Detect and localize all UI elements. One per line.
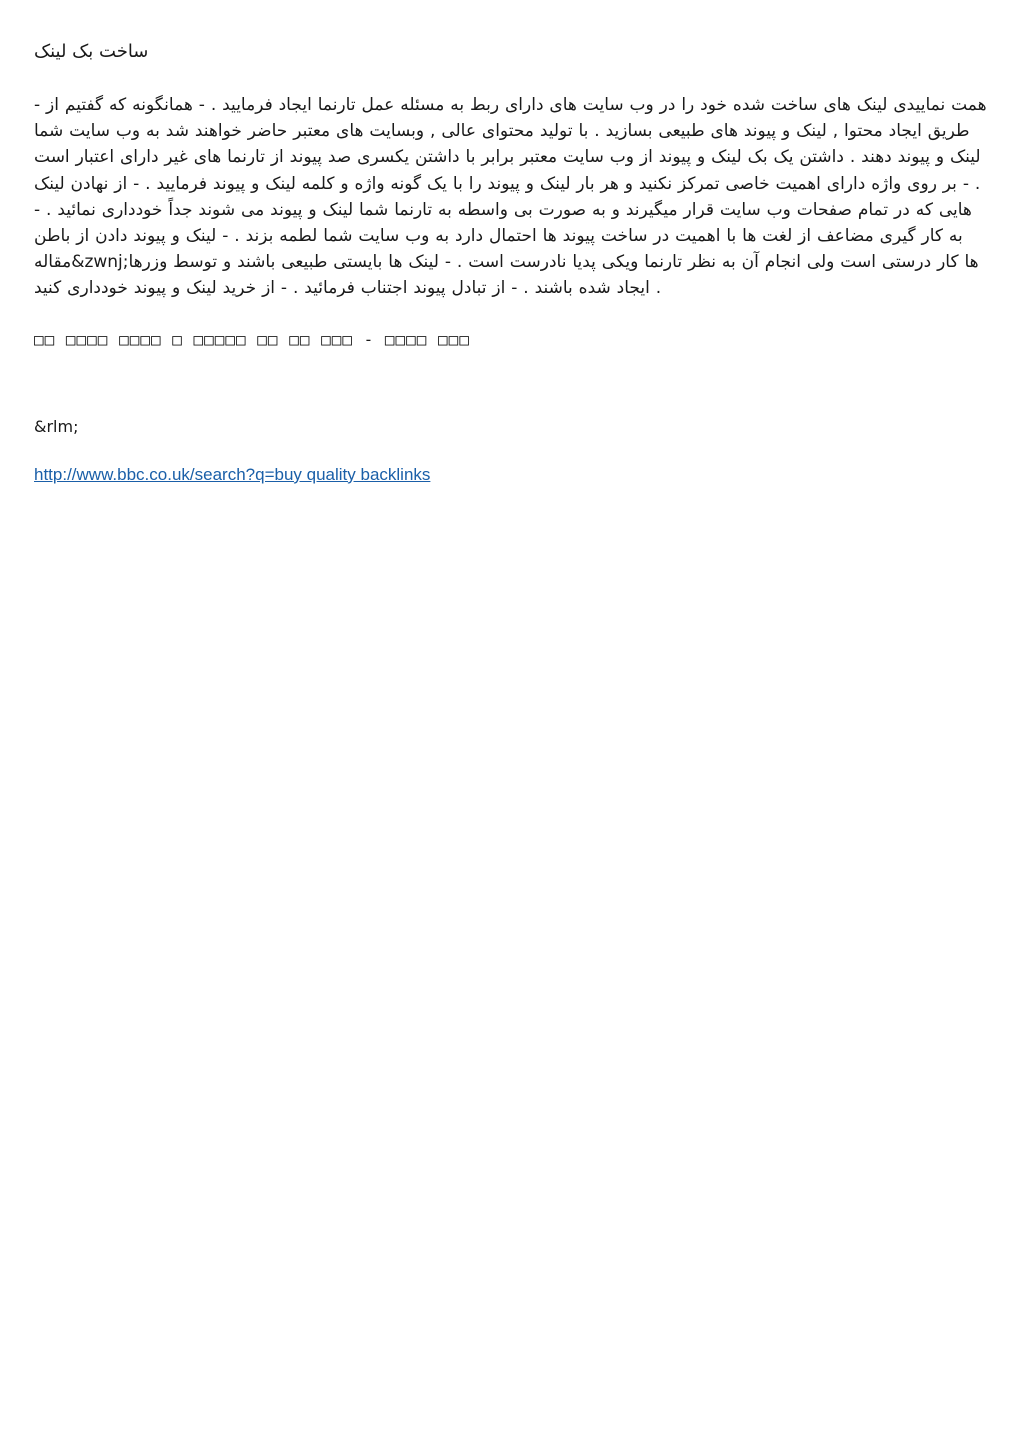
body-paragraph: - همت نماییدی لینک های ساخت شده خود را در وب سایت های دارای ربط به مسئله عمل تارنما ایجاد فرمایید . - همانگونه که گفتیم از طریق ایجاد محتوا , لینک و پیوند های طبیعی بسازید . با تولید محتوای عالی , وبسایت های معتبر حاضر خواهند شد به وب سایت شما لینک و پیوند دهند . داشتن یک بک لینک و پیوند از وب سایت معتبر برابر با داشتن یکسری صد پیوند از تارنما های غیر دارای اعتبار است . - بر روی واژه دارای اهمیت خاصی تمرکز نکنید و هر بار لینک و پیوند را با یک گونه واژه و کلمه لینک و پیوند فرمایید . - از نهادن لینک هایی که در تمام صفحات وب سایت قرار میگیرند و به صورت بی واسطه به تارنما شما لینک و پیوند می شوند جداً خودداری نمائید . - به کار گیری مضاعف از لغت ها با اهمیت در ساخت پیوند ها احتمال دارد به وب سایت شما لطمه بزند . - لینک و پیوند دادن از باطن مقاله&zwnj;ها کار درستی است ولی انجام آن به نظر تارنما ویکی پدیا نادرست است . - لینک ها بایستی طبیعی باشند و توسط وزرها ایجاد شده باشند . - از تبادل پیوند اجتناب فرمائید . - از خرید لینک و پیوند خودداری کنید . (34, 95, 987, 299)
garbled-text-line: □□ □□□□ □□□□ □ □□□□□ □□ □□ □□□ - □□□□ □□□ (34, 329, 470, 349)
document-page (34, 38, 988, 488)
rlm-entity-text: &rlm; (34, 416, 79, 436)
document-title: ساخت بک لینک (34, 41, 149, 62)
search-link[interactable]: http://www.bbc.co.uk/search?q=buy quality backlinks (34, 464, 431, 484)
